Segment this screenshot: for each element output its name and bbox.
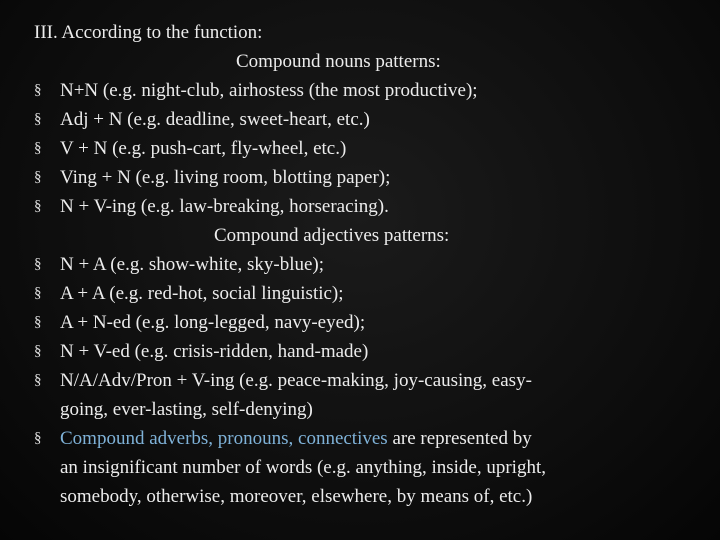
list-item-text: N+N (e.g. night-club, airhostess (the most productive);: [60, 80, 478, 101]
list-item-line: [60, 424, 704, 453]
list-item-text: N + A (e.g. show-white, sky-blue);: [60, 254, 325, 275]
list-item-text: N + V-ing (e.g. law-breaking, horseracing).: [60, 196, 389, 217]
list-item-line: N/A/Adv/Pron + V-ing (e.g. peace-making, joy-causing, easy-: [60, 370, 532, 391]
list-item-text: [60, 366, 704, 424]
list-item: [34, 366, 704, 424]
bullet-icon: §: [34, 343, 42, 359]
bullet-icon: §: [34, 285, 42, 301]
nouns-heading: Compound nouns patterns:: [236, 51, 441, 72]
adjectives-heading: Compound adjectives patterns:: [214, 225, 450, 246]
bullet-icon: §: [34, 372, 42, 388]
list-item: [34, 279, 704, 308]
bullet-icon: §: [34, 82, 42, 98]
highlighted-term: Compound adverbs, pronouns, connectives: [60, 428, 388, 449]
list-item-text: [60, 424, 704, 511]
list-item-line-rest: are represented by: [387, 428, 532, 449]
list-item: [34, 424, 704, 511]
bullet-icon: §: [34, 314, 42, 330]
list-item-line: going, ever-lasting, self-denying): [60, 399, 313, 420]
slide-content: [34, 18, 704, 511]
list-item: [34, 308, 704, 337]
list-item: [34, 337, 704, 366]
bullet-icon: §: [34, 198, 42, 214]
list-item-line: an insignificant number of words (e.g. anything, inside, upright,: [60, 457, 546, 478]
list-item-line: somebody, otherwise, moreover, elsewhere, by means of, etc.): [60, 486, 533, 507]
bullet-icon: §: [34, 140, 42, 156]
list-item-text: N + V-ed (e.g. crisis-ridden, hand-made): [60, 341, 369, 362]
bullet-icon: §: [34, 256, 42, 272]
list-item: [34, 163, 704, 192]
list-item: [34, 250, 704, 279]
bullet-icon: §: [34, 430, 42, 446]
list-item: [34, 76, 704, 105]
list-item-text: A + A (e.g. red-hot, social linguistic);: [60, 283, 344, 304]
bullet-icon: §: [34, 169, 42, 185]
list-item: [34, 134, 704, 163]
section-title: III. According to the function:: [34, 22, 263, 43]
list-item: [34, 105, 704, 134]
list-item-text: V + N (e.g. push-cart, fly-wheel, etc.): [60, 138, 347, 159]
list-item-text: Adj + N (e.g. deadline, sweet-heart, etc.): [60, 109, 370, 130]
list-item: [34, 192, 704, 221]
list-item-text: A + N-ed (e.g. long-legged, navy-eyed);: [60, 312, 366, 333]
bullet-icon: §: [34, 111, 42, 127]
list-item-text: Ving + N (e.g. living room, blotting paper);: [60, 167, 391, 188]
